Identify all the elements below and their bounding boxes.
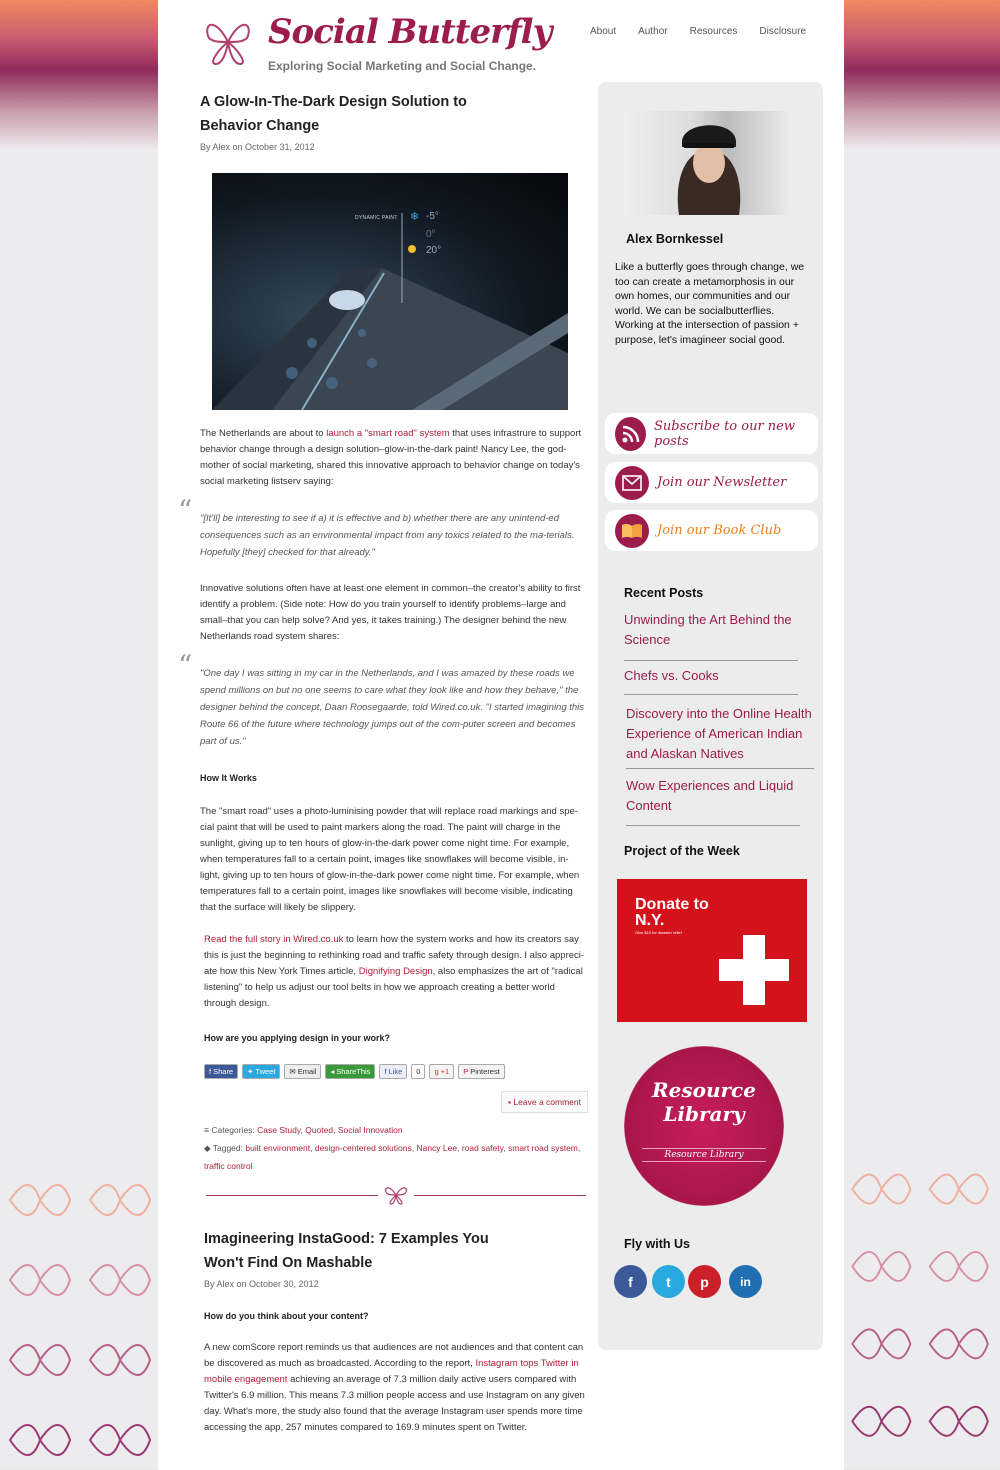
post-byline: By Alex on October 31, 2012 bbox=[200, 142, 315, 152]
book-icon bbox=[615, 514, 649, 548]
temp-20: 20° bbox=[426, 245, 442, 256]
tag-link[interactable]: road safety bbox=[461, 1143, 504, 1153]
share-icon: ◂ bbox=[330, 1067, 335, 1076]
post-divider bbox=[200, 1185, 588, 1205]
label: Like bbox=[388, 1067, 403, 1076]
categories-icon: ≡ bbox=[204, 1125, 212, 1135]
comment-icon: ▪ bbox=[508, 1097, 514, 1107]
paragraph-innovative-solutions: Innovative solutions often have at least one element in common–the creator's ability to first identify a problem. (Side note: How do you train yourself to identify problems–large and small–that you can help solve? And yes, it takes training.) The designer behind the new Netherlands road system shares: bbox=[200, 583, 581, 642]
road-illustration bbox=[212, 173, 568, 410]
facebook-share-button[interactable] bbox=[204, 1064, 238, 1079]
quote-mark-icon: “ bbox=[178, 649, 193, 682]
label: Pinterest bbox=[470, 1067, 500, 1076]
post-categories: ≡ Categories: Case Study, Quoted, Social Innovation bbox=[204, 1125, 403, 1135]
google-plus-icon: g bbox=[434, 1067, 439, 1076]
label: Tweet bbox=[255, 1067, 276, 1076]
envelope-icon bbox=[615, 466, 649, 500]
google-plus-button[interactable] bbox=[429, 1064, 454, 1079]
category-link[interactable]: Social Innovation bbox=[337, 1125, 403, 1135]
label: Email bbox=[297, 1067, 317, 1076]
tag-link[interactable]: smart road system bbox=[507, 1143, 578, 1153]
author-photo bbox=[624, 111, 794, 215]
label: ShareThis bbox=[336, 1067, 371, 1076]
nav-resources[interactable]: Resources bbox=[689, 26, 738, 37]
twitter-icon[interactable]: t bbox=[652, 1265, 685, 1298]
recent-post-link[interactable]: Discovery into the Online Health Experience of American Indian and Alaskan Natives bbox=[626, 704, 814, 769]
post-tags: ◆ Tagged: built environment, design-centered solutions, Nancy Lee, road safety, smart road system, traffic control bbox=[204, 1143, 581, 1171]
facebook-icon: f bbox=[209, 1067, 212, 1076]
link-wired-story[interactable]: Read the full story in Wired.co.uk bbox=[204, 934, 344, 945]
tag-link[interactable]: traffic control bbox=[204, 1161, 253, 1171]
blockquote-designer bbox=[178, 649, 588, 750]
book-club-button[interactable] bbox=[605, 510, 818, 551]
pinterest-button[interactable] bbox=[458, 1064, 505, 1079]
newsletter-button[interactable] bbox=[605, 462, 818, 503]
like-count: 0 bbox=[411, 1064, 425, 1079]
resource-library-ribbon: Resource Library bbox=[642, 1148, 766, 1162]
temp-minus5: -5° bbox=[426, 211, 439, 222]
label: +1 bbox=[440, 1067, 450, 1076]
donate-subtitle: Give $10 for disaster relief bbox=[635, 930, 682, 935]
newsletter-label: Join our Newsletter bbox=[657, 475, 787, 490]
dynamic-paint-label: DYNAMIC PAINT bbox=[355, 215, 398, 221]
main-content bbox=[178, 90, 588, 1436]
post-byline: By Alex on October 30, 2012 bbox=[204, 1279, 319, 1289]
post-title[interactable]: A Glow-In-The-Dark Design Solution to Behavior Change bbox=[200, 94, 467, 134]
heading-content: How do you think about your content? bbox=[204, 1311, 369, 1321]
pinterest-icon[interactable]: p bbox=[688, 1265, 721, 1298]
author-name: Alex Bornkessel bbox=[626, 232, 724, 246]
tag-link[interactable]: Nancy Lee bbox=[416, 1143, 458, 1153]
heading-apply-design: How are you applying design in your work? bbox=[204, 1033, 391, 1043]
category-link[interactable]: Quoted bbox=[305, 1125, 334, 1135]
page-container bbox=[158, 0, 844, 1470]
paragraph-read-more bbox=[200, 932, 588, 1012]
link-smart-road[interactable]: launch a "smart road" system bbox=[326, 428, 450, 439]
text: A new comScore report reminds us that audiences are not audiences and that content can be discovered as much as broadcasted. According to the report, bbox=[204, 1342, 584, 1369]
temp-0: 0° bbox=[426, 229, 436, 240]
text: that uses infrastrure to support behavior change through a design solution–glow-in-the-dark paint! Nancy Lee, the god-mother of social marketing, shared this innovative approach to behavior change on today's social marketing listserv saying: bbox=[200, 428, 582, 487]
post-title[interactable]: Imagineering InstaGood: 7 Examples You Won't Find On Mashable bbox=[204, 1231, 489, 1271]
quote-text: "One day I was sitting in my car in the Netherlands, and I was amazed by these roads we spend millions on but no one seems to care what they look like and how they behave," the designer behind the concept, Daan Roosegaarde, told Wired.co.uk. "I started imagining this Route 66 of the future where technology jumps out of the com-puter screen and becomes part of us." bbox=[200, 668, 585, 747]
subscribe-button[interactable] bbox=[605, 413, 818, 454]
red-cross-icon bbox=[719, 935, 789, 1005]
smart-road-image bbox=[212, 173, 568, 410]
label: Leave a comment bbox=[513, 1097, 581, 1107]
like-button[interactable] bbox=[379, 1064, 407, 1079]
facebook-icon[interactable]: f bbox=[614, 1265, 647, 1298]
category-link[interactable]: Case Study bbox=[257, 1125, 301, 1135]
author-portrait bbox=[624, 111, 794, 215]
text: , also emphasizes the art of "radical listening" to help us adjust our tool belts in how we approach creating a better world through design. bbox=[204, 966, 583, 1009]
post-glow-in-the-dark bbox=[178, 90, 588, 1205]
link-instagram-tops-twitter[interactable]: Instagram tops Twitter in mobile engagement bbox=[204, 1358, 579, 1385]
resource-library-title: Resource Library bbox=[652, 1078, 756, 1126]
butterfly-logo-icon[interactable] bbox=[202, 16, 254, 68]
paragraph-comscore bbox=[204, 1340, 588, 1436]
paragraph-smart-road: The "smart road" uses a photo-luminising powder that will replace road markings and spe-cial paint that will be used to paint markers along the road. The paint will charge in the sunlight, giving up to ten hours of glow-in-the-dark power come night time. For example, when temperatures fall to a certain point, images like snowflakes will become visible, in-light, giving up to ten hours of glow-in-the-dark power come night time. For example, when temperatures fall to a certain point, images like snowflakes will become visible, indicating that the surface will likely be slippery. bbox=[200, 806, 580, 913]
butterfly-divider-icon bbox=[384, 1185, 408, 1205]
label: Categories: bbox=[211, 1125, 258, 1135]
tag-icon: ◆ bbox=[204, 1143, 213, 1153]
rss-icon bbox=[615, 417, 646, 451]
text: achieving an average of 7.3 million daily active users compared with Twitter's 6.9 million. This means 7.3 million people access and use Instagram on any given day. What's more, the study also found that the average Instagram user spends more time accessing the app, 257 minutes compared to 169.9 minutes spent on Twitter. bbox=[204, 1374, 585, 1433]
recent-post-link[interactable]: Unwinding the Art Behind the Science bbox=[624, 610, 798, 661]
tag-link[interactable]: built environment bbox=[245, 1143, 311, 1153]
site-title[interactable]: Social Butterfly bbox=[268, 12, 552, 52]
project-of-week-heading: Project of the Week bbox=[624, 844, 740, 858]
nav-disclosure[interactable]: Disclosure bbox=[759, 26, 807, 37]
resource-library-badge[interactable] bbox=[624, 1046, 784, 1206]
paragraph-intro bbox=[200, 426, 588, 490]
tag-link[interactable]: design-centered solutions bbox=[314, 1143, 412, 1153]
subscribe-label: Subscribe to our new posts bbox=[654, 418, 795, 449]
recent-posts-heading: Recent Posts bbox=[624, 586, 704, 600]
author-bio: Like a butterfly goes through change, we too can create a metamorphosis in our own homes, our communities and our world. We can be socialbutterflies. Working at the intersection of passion + purpose, let's imagineer social good. bbox=[615, 261, 805, 346]
site-tagline: Exploring Social Marketing and Social Change. bbox=[268, 59, 537, 73]
bird-icon: ✦ bbox=[247, 1067, 254, 1076]
snowflake-icon: ❄ bbox=[410, 210, 420, 223]
recent-post-link[interactable]: Chefs vs. Cooks bbox=[624, 666, 798, 695]
label: Share bbox=[213, 1067, 234, 1076]
leave-comment-button[interactable] bbox=[501, 1091, 588, 1113]
linkedin-icon[interactable]: in bbox=[729, 1265, 762, 1298]
quote-text: "[It'll] be interesting to see if a) it is effective and b) whether there are any unintend-ed consequences such as an environmental impact from any toxics related to the ma-terials. Hopefully [they] checked for that already." bbox=[200, 513, 575, 558]
link-dignifying-design[interactable]: Dignifying Design bbox=[358, 966, 433, 977]
thumbs-up-icon: f bbox=[384, 1067, 387, 1076]
butterfly-pattern-right bbox=[842, 1160, 1000, 1460]
top-navigation bbox=[590, 26, 828, 37]
donate-banner[interactable] bbox=[617, 879, 807, 1022]
nav-about[interactable]: About bbox=[590, 26, 617, 37]
pinterest-icon: P bbox=[463, 1067, 469, 1076]
quote-mark-icon: “ bbox=[178, 494, 193, 527]
book-club-label: Join our Book Club bbox=[657, 523, 782, 538]
sidebar bbox=[598, 82, 823, 1350]
blockquote-nancy-lee bbox=[178, 494, 588, 561]
label: Tagged: bbox=[212, 1143, 246, 1153]
recent-post-link[interactable]: Wow Experiences and Liquid Content bbox=[626, 776, 800, 826]
tweet-button[interactable] bbox=[242, 1064, 280, 1079]
text: to learn how the system works and how its creators say this is just the beginning to rethinking road and traffic safety through design. I also appreci-ate how this New York Times article, bbox=[204, 934, 585, 977]
donate-title: Donate to N.Y. bbox=[635, 896, 709, 929]
nav-author[interactable]: Author bbox=[638, 26, 668, 37]
fly-with-us-heading: Fly with Us bbox=[624, 1237, 690, 1251]
heading-how-it-works: How It Works bbox=[200, 773, 257, 783]
sharethis-button[interactable] bbox=[325, 1064, 375, 1079]
share-buttons bbox=[200, 1064, 588, 1079]
butterfly-pattern-left bbox=[0, 1170, 160, 1470]
post-imagineering-instagood bbox=[200, 1227, 588, 1436]
text: The Netherlands are about to bbox=[200, 428, 327, 439]
comment-row bbox=[200, 1091, 588, 1117]
envelope-icon: ✉ bbox=[289, 1067, 296, 1076]
email-button[interactable] bbox=[284, 1064, 321, 1079]
